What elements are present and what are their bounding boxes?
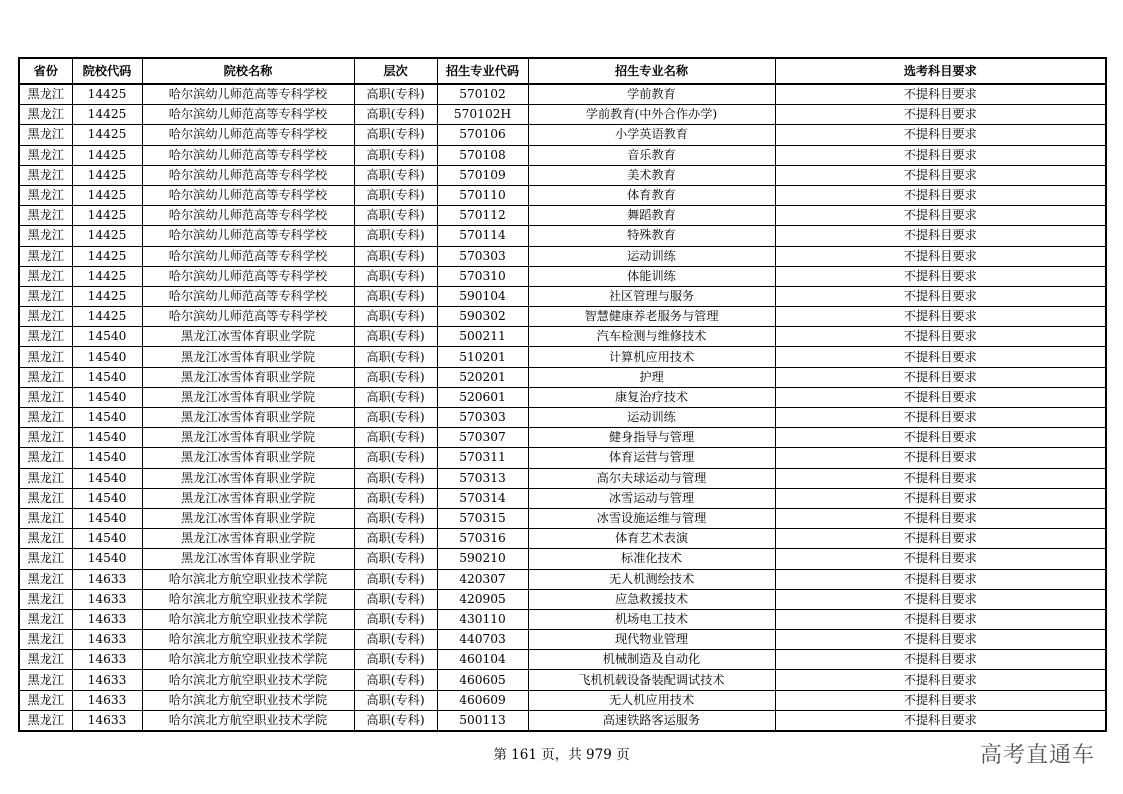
cell-major-name: 运动训练 bbox=[528, 408, 775, 428]
cell-school-name: 哈尔滨幼儿师范高等专科学校 bbox=[142, 125, 354, 145]
cell-school-name: 哈尔滨幼儿师范高等专科学校 bbox=[142, 286, 354, 306]
cell-subject-requirement: 不提科目要求 bbox=[775, 650, 1106, 670]
cell-province: 黑龙江 bbox=[19, 508, 72, 528]
cell-level: 高职(专科) bbox=[354, 286, 437, 306]
cell-province: 黑龙江 bbox=[19, 327, 72, 347]
cell-school-name: 哈尔滨幼儿师范高等专科学校 bbox=[142, 84, 354, 105]
cell-major-code: 520201 bbox=[437, 367, 528, 387]
cell-major-code: 420905 bbox=[437, 589, 528, 609]
cell-level: 高职(专科) bbox=[354, 206, 437, 226]
cell-subject-requirement: 不提科目要求 bbox=[775, 710, 1106, 731]
table-row bbox=[19, 428, 1106, 448]
cell-school-name: 哈尔滨北方航空职业技术学院 bbox=[142, 609, 354, 629]
cell-major-name: 标准化技术 bbox=[528, 549, 775, 569]
page-number: 第 161 页，共 979 页 bbox=[493, 747, 630, 763]
table-row bbox=[19, 206, 1106, 226]
cell-province: 黑龙江 bbox=[19, 145, 72, 165]
cell-level: 高职(专科) bbox=[354, 105, 437, 125]
cell-school-code: 14540 bbox=[72, 428, 142, 448]
cell-school-name: 黑龙江冰雪体育职业学院 bbox=[142, 428, 354, 448]
table-row bbox=[19, 145, 1106, 165]
table-row bbox=[19, 468, 1106, 488]
cell-major-name: 计算机应用技术 bbox=[528, 347, 775, 367]
cell-major-name: 应急救援技术 bbox=[528, 589, 775, 609]
cell-major-name: 无人机应用技术 bbox=[528, 690, 775, 710]
table-row bbox=[19, 670, 1106, 690]
cell-major-code: 570316 bbox=[437, 529, 528, 549]
cell-major-name: 冰雪设施运维与管理 bbox=[528, 508, 775, 528]
table-row bbox=[19, 286, 1106, 306]
cell-major-name: 现代物业管理 bbox=[528, 630, 775, 650]
table-row bbox=[19, 347, 1106, 367]
cell-level: 高职(专科) bbox=[354, 670, 437, 690]
cell-school-name: 哈尔滨幼儿师范高等专科学校 bbox=[142, 145, 354, 165]
cell-level: 高职(专科) bbox=[354, 165, 437, 185]
cell-major-code: 570114 bbox=[437, 226, 528, 246]
cell-subject-requirement: 不提科目要求 bbox=[775, 226, 1106, 246]
cell-major-name: 智慧健康养老服务与管理 bbox=[528, 307, 775, 327]
cell-major-name: 体育运营与管理 bbox=[528, 448, 775, 468]
cell-major-name: 体能训练 bbox=[528, 266, 775, 286]
cell-major-code: 570108 bbox=[437, 145, 528, 165]
cell-subject-requirement: 不提科目要求 bbox=[775, 609, 1106, 629]
table-row bbox=[19, 387, 1106, 407]
cell-subject-requirement: 不提科目要求 bbox=[775, 145, 1106, 165]
cell-school-name: 哈尔滨北方航空职业技术学院 bbox=[142, 569, 354, 589]
cell-level: 高职(专科) bbox=[354, 327, 437, 347]
cell-province: 黑龙江 bbox=[19, 428, 72, 448]
cell-school-code: 14540 bbox=[72, 408, 142, 428]
cell-major-name: 健身指导与管理 bbox=[528, 428, 775, 448]
cell-school-code: 14633 bbox=[72, 609, 142, 629]
cell-major-code: 460104 bbox=[437, 650, 528, 670]
cell-subject-requirement: 不提科目要求 bbox=[775, 206, 1106, 226]
cell-school-code: 14540 bbox=[72, 387, 142, 407]
cell-major-name: 小学英语教育 bbox=[528, 125, 775, 145]
table-row bbox=[19, 327, 1106, 347]
cell-level: 高职(专科) bbox=[354, 387, 437, 407]
cell-major-code: 510201 bbox=[437, 347, 528, 367]
cell-major-code: 460609 bbox=[437, 690, 528, 710]
cell-major-name: 美术教育 bbox=[528, 165, 775, 185]
cell-level: 高职(专科) bbox=[354, 408, 437, 428]
cell-subject-requirement: 不提科目要求 bbox=[775, 589, 1106, 609]
cell-major-code: 460605 bbox=[437, 670, 528, 690]
cell-school-name: 哈尔滨北方航空职业技术学院 bbox=[142, 690, 354, 710]
cell-subject-requirement: 不提科目要求 bbox=[775, 84, 1106, 105]
cell-level: 高职(专科) bbox=[354, 468, 437, 488]
cell-level: 高职(专科) bbox=[354, 307, 437, 327]
cell-school-name: 黑龙江冰雪体育职业学院 bbox=[142, 468, 354, 488]
cell-school-code: 14425 bbox=[72, 266, 142, 286]
cell-subject-requirement: 不提科目要求 bbox=[775, 327, 1106, 347]
cell-subject-requirement: 不提科目要求 bbox=[775, 387, 1106, 407]
header-subject-requirement: 选考科目要求 bbox=[775, 58, 1106, 84]
cell-major-code: 570102H bbox=[437, 105, 528, 125]
cell-school-code: 14633 bbox=[72, 630, 142, 650]
cell-subject-requirement: 不提科目要求 bbox=[775, 468, 1106, 488]
cell-province: 黑龙江 bbox=[19, 609, 72, 629]
cell-province: 黑龙江 bbox=[19, 710, 72, 731]
cell-level: 高职(专科) bbox=[354, 125, 437, 145]
cell-level: 高职(专科) bbox=[354, 246, 437, 266]
cell-major-code: 420307 bbox=[437, 569, 528, 589]
cell-province: 黑龙江 bbox=[19, 226, 72, 246]
table-row bbox=[19, 508, 1106, 528]
cell-major-code: 440703 bbox=[437, 630, 528, 650]
cell-major-name: 特殊教育 bbox=[528, 226, 775, 246]
cell-subject-requirement: 不提科目要求 bbox=[775, 307, 1106, 327]
table-row bbox=[19, 630, 1106, 650]
cell-province: 黑龙江 bbox=[19, 569, 72, 589]
cell-major-name: 体育教育 bbox=[528, 185, 775, 205]
cell-subject-requirement: 不提科目要求 bbox=[775, 508, 1106, 528]
cell-major-code: 570314 bbox=[437, 488, 528, 508]
cell-level: 高职(专科) bbox=[354, 367, 437, 387]
table-row bbox=[19, 609, 1106, 629]
cell-school-name: 黑龙江冰雪体育职业学院 bbox=[142, 488, 354, 508]
cell-major-code: 500211 bbox=[437, 327, 528, 347]
cell-major-code: 570307 bbox=[437, 428, 528, 448]
cell-major-name: 音乐教育 bbox=[528, 145, 775, 165]
table-row bbox=[19, 266, 1106, 286]
table-row bbox=[19, 488, 1106, 508]
cell-province: 黑龙江 bbox=[19, 549, 72, 569]
cell-subject-requirement: 不提科目要求 bbox=[775, 246, 1106, 266]
cell-major-code: 570310 bbox=[437, 266, 528, 286]
cell-school-name: 哈尔滨幼儿师范高等专科学校 bbox=[142, 266, 354, 286]
table-row bbox=[19, 589, 1106, 609]
cell-province: 黑龙江 bbox=[19, 307, 72, 327]
cell-province: 黑龙江 bbox=[19, 266, 72, 286]
cell-school-name: 哈尔滨幼儿师范高等专科学校 bbox=[142, 226, 354, 246]
cell-major-name: 高速铁路客运服务 bbox=[528, 710, 775, 731]
table-row bbox=[19, 710, 1106, 731]
cell-subject-requirement: 不提科目要求 bbox=[775, 266, 1106, 286]
header-major-name: 招生专业名称 bbox=[528, 58, 775, 84]
cell-subject-requirement: 不提科目要求 bbox=[775, 165, 1106, 185]
cell-major-code: 570315 bbox=[437, 508, 528, 528]
cell-school-code: 14633 bbox=[72, 710, 142, 731]
cell-major-code: 570311 bbox=[437, 448, 528, 468]
cell-major-code: 570313 bbox=[437, 468, 528, 488]
cell-province: 黑龙江 bbox=[19, 488, 72, 508]
cell-school-code: 14425 bbox=[72, 246, 142, 266]
table-row bbox=[19, 569, 1106, 589]
table-row bbox=[19, 549, 1106, 569]
cell-school-code: 14425 bbox=[72, 105, 142, 125]
cell-school-name: 哈尔滨幼儿师范高等专科学校 bbox=[142, 185, 354, 205]
cell-subject-requirement: 不提科目要求 bbox=[775, 549, 1106, 569]
cell-province: 黑龙江 bbox=[19, 468, 72, 488]
cell-major-code: 570109 bbox=[437, 165, 528, 185]
cell-province: 黑龙江 bbox=[19, 690, 72, 710]
cell-school-code: 14633 bbox=[72, 589, 142, 609]
cell-province: 黑龙江 bbox=[19, 448, 72, 468]
cell-province: 黑龙江 bbox=[19, 347, 72, 367]
cell-school-code: 14425 bbox=[72, 226, 142, 246]
cell-province: 黑龙江 bbox=[19, 185, 72, 205]
cell-level: 高职(专科) bbox=[354, 488, 437, 508]
cell-level: 高职(专科) bbox=[354, 589, 437, 609]
header-level: 层次 bbox=[354, 58, 437, 84]
cell-school-code: 14425 bbox=[72, 206, 142, 226]
cell-school-name: 黑龙江冰雪体育职业学院 bbox=[142, 408, 354, 428]
table-row bbox=[19, 307, 1106, 327]
cell-school-code: 14540 bbox=[72, 367, 142, 387]
cell-major-code: 590104 bbox=[437, 286, 528, 306]
cell-major-name: 学前教育 bbox=[528, 84, 775, 105]
table-body bbox=[19, 84, 1106, 731]
cell-level: 高职(专科) bbox=[354, 84, 437, 105]
header-row bbox=[19, 58, 1106, 84]
cell-school-code: 14540 bbox=[72, 347, 142, 367]
cell-level: 高职(专科) bbox=[354, 185, 437, 205]
header-school-name: 院校名称 bbox=[142, 58, 354, 84]
cell-major-name: 体育艺术表演 bbox=[528, 529, 775, 549]
cell-subject-requirement: 不提科目要求 bbox=[775, 286, 1106, 306]
cell-province: 黑龙江 bbox=[19, 589, 72, 609]
cell-subject-requirement: 不提科目要求 bbox=[775, 529, 1106, 549]
cell-school-code: 14425 bbox=[72, 165, 142, 185]
table-row bbox=[19, 105, 1106, 125]
table-row bbox=[19, 125, 1106, 145]
cell-school-code: 14540 bbox=[72, 468, 142, 488]
cell-school-code: 14633 bbox=[72, 650, 142, 670]
cell-major-code: 570303 bbox=[437, 246, 528, 266]
cell-major-name: 无人机测绘技术 bbox=[528, 569, 775, 589]
cell-subject-requirement: 不提科目要求 bbox=[775, 428, 1106, 448]
cell-major-name: 护理 bbox=[528, 367, 775, 387]
cell-school-name: 黑龙江冰雪体育职业学院 bbox=[142, 529, 354, 549]
table-row bbox=[19, 408, 1106, 428]
cell-province: 黑龙江 bbox=[19, 670, 72, 690]
cell-school-code: 14425 bbox=[72, 185, 142, 205]
cell-province: 黑龙江 bbox=[19, 408, 72, 428]
cell-school-code: 14540 bbox=[72, 448, 142, 468]
cell-level: 高职(专科) bbox=[354, 710, 437, 731]
cell-major-code: 570102 bbox=[437, 84, 528, 105]
cell-province: 黑龙江 bbox=[19, 630, 72, 650]
cell-school-name: 哈尔滨幼儿师范高等专科学校 bbox=[142, 307, 354, 327]
cell-school-name: 哈尔滨北方航空职业技术学院 bbox=[142, 630, 354, 650]
cell-level: 高职(专科) bbox=[354, 508, 437, 528]
cell-province: 黑龙江 bbox=[19, 286, 72, 306]
cell-level: 高职(专科) bbox=[354, 650, 437, 670]
cell-level: 高职(专科) bbox=[354, 549, 437, 569]
table-row bbox=[19, 690, 1106, 710]
cell-school-code: 14425 bbox=[72, 84, 142, 105]
cell-subject-requirement: 不提科目要求 bbox=[775, 690, 1106, 710]
cell-level: 高职(专科) bbox=[354, 609, 437, 629]
cell-school-code: 14540 bbox=[72, 488, 142, 508]
cell-subject-requirement: 不提科目要求 bbox=[775, 367, 1106, 387]
cell-school-code: 14425 bbox=[72, 145, 142, 165]
cell-major-name: 康复治疗技术 bbox=[528, 387, 775, 407]
cell-level: 高职(专科) bbox=[354, 690, 437, 710]
cell-school-code: 14425 bbox=[72, 307, 142, 327]
cell-major-code: 590210 bbox=[437, 549, 528, 569]
cell-school-name: 哈尔滨北方航空职业技术学院 bbox=[142, 710, 354, 731]
cell-school-name: 哈尔滨幼儿师范高等专科学校 bbox=[142, 165, 354, 185]
cell-province: 黑龙江 bbox=[19, 165, 72, 185]
cell-school-code: 14633 bbox=[72, 670, 142, 690]
cell-subject-requirement: 不提科目要求 bbox=[775, 408, 1106, 428]
cell-major-code: 570112 bbox=[437, 206, 528, 226]
cell-major-name: 机械制造及自动化 bbox=[528, 650, 775, 670]
cell-school-name: 黑龙江冰雪体育职业学院 bbox=[142, 508, 354, 528]
cell-subject-requirement: 不提科目要求 bbox=[775, 488, 1106, 508]
cell-province: 黑龙江 bbox=[19, 125, 72, 145]
table-row bbox=[19, 185, 1106, 205]
cell-major-name: 汽车检测与维修技术 bbox=[528, 327, 775, 347]
cell-level: 高职(专科) bbox=[354, 226, 437, 246]
cell-school-name: 哈尔滨北方航空职业技术学院 bbox=[142, 650, 354, 670]
cell-major-code: 520601 bbox=[437, 387, 528, 407]
cell-major-name: 学前教育(中外合作办学) bbox=[528, 105, 775, 125]
cell-province: 黑龙江 bbox=[19, 246, 72, 266]
cell-province: 黑龙江 bbox=[19, 105, 72, 125]
cell-major-code: 570110 bbox=[437, 185, 528, 205]
cell-province: 黑龙江 bbox=[19, 529, 72, 549]
cell-province: 黑龙江 bbox=[19, 367, 72, 387]
cell-subject-requirement: 不提科目要求 bbox=[775, 670, 1106, 690]
cell-school-name: 哈尔滨北方航空职业技术学院 bbox=[142, 589, 354, 609]
table-row bbox=[19, 367, 1106, 387]
table-row bbox=[19, 529, 1106, 549]
cell-school-name: 黑龙江冰雪体育职业学院 bbox=[142, 549, 354, 569]
table-row bbox=[19, 165, 1106, 185]
table-row bbox=[19, 448, 1106, 468]
cell-major-code: 590302 bbox=[437, 307, 528, 327]
cell-level: 高职(专科) bbox=[354, 266, 437, 286]
cell-major-name: 社区管理与服务 bbox=[528, 286, 775, 306]
header-province: 省份 bbox=[19, 58, 72, 84]
cell-school-code: 14540 bbox=[72, 508, 142, 528]
cell-school-name: 哈尔滨幼儿师范高等专科学校 bbox=[142, 206, 354, 226]
cell-level: 高职(专科) bbox=[354, 630, 437, 650]
cell-level: 高职(专科) bbox=[354, 428, 437, 448]
cell-school-name: 哈尔滨幼儿师范高等专科学校 bbox=[142, 246, 354, 266]
cell-province: 黑龙江 bbox=[19, 84, 72, 105]
cell-school-name: 黑龙江冰雪体育职业学院 bbox=[142, 387, 354, 407]
cell-major-name: 冰雪运动与管理 bbox=[528, 488, 775, 508]
table-row bbox=[19, 246, 1106, 266]
cell-school-code: 14540 bbox=[72, 529, 142, 549]
cell-major-code: 570303 bbox=[437, 408, 528, 428]
cell-province: 黑龙江 bbox=[19, 387, 72, 407]
cell-subject-requirement: 不提科目要求 bbox=[775, 105, 1106, 125]
cell-major-name: 飞机机载设备装配调试技术 bbox=[528, 670, 775, 690]
cell-school-name: 哈尔滨北方航空职业技术学院 bbox=[142, 670, 354, 690]
cell-subject-requirement: 不提科目要求 bbox=[775, 448, 1106, 468]
document-sheet bbox=[18, 57, 1105, 732]
cell-level: 高职(专科) bbox=[354, 448, 437, 468]
cell-school-code: 14540 bbox=[72, 327, 142, 347]
table-row bbox=[19, 226, 1106, 246]
cell-level: 高职(专科) bbox=[354, 145, 437, 165]
cell-major-name: 运动训练 bbox=[528, 246, 775, 266]
cell-school-name: 黑龙江冰雪体育职业学院 bbox=[142, 347, 354, 367]
cell-major-code: 570106 bbox=[437, 125, 528, 145]
cell-subject-requirement: 不提科目要求 bbox=[775, 185, 1106, 205]
table-row bbox=[19, 84, 1106, 105]
cell-subject-requirement: 不提科目要求 bbox=[775, 569, 1106, 589]
cell-subject-requirement: 不提科目要求 bbox=[775, 630, 1106, 650]
cell-school-name: 黑龙江冰雪体育职业学院 bbox=[142, 367, 354, 387]
cell-school-code: 14425 bbox=[72, 125, 142, 145]
cell-major-code: 430110 bbox=[437, 609, 528, 629]
cell-province: 黑龙江 bbox=[19, 650, 72, 670]
cell-school-code: 14633 bbox=[72, 569, 142, 589]
cell-major-name: 机场电工技术 bbox=[528, 609, 775, 629]
cell-school-code: 14633 bbox=[72, 690, 142, 710]
header-school-code: 院校代码 bbox=[72, 58, 142, 84]
header-major-code: 招生专业代码 bbox=[437, 58, 528, 84]
cell-subject-requirement: 不提科目要求 bbox=[775, 347, 1106, 367]
admissions-table bbox=[18, 57, 1107, 732]
cell-level: 高职(专科) bbox=[354, 569, 437, 589]
cell-level: 高职(专科) bbox=[354, 529, 437, 549]
cell-province: 黑龙江 bbox=[19, 206, 72, 226]
cell-major-name: 高尔夫球运动与管理 bbox=[528, 468, 775, 488]
cell-major-name: 舞蹈教育 bbox=[528, 206, 775, 226]
cell-level: 高职(专科) bbox=[354, 347, 437, 367]
cell-school-code: 14425 bbox=[72, 286, 142, 306]
cell-school-code: 14540 bbox=[72, 549, 142, 569]
cell-school-name: 黑龙江冰雪体育职业学院 bbox=[142, 327, 354, 347]
table-header bbox=[19, 58, 1106, 84]
table-row bbox=[19, 650, 1106, 670]
cell-school-name: 黑龙江冰雪体育职业学院 bbox=[142, 448, 354, 468]
cell-major-code: 500113 bbox=[437, 710, 528, 731]
cell-school-name: 哈尔滨幼儿师范高等专科学校 bbox=[142, 105, 354, 125]
cell-subject-requirement: 不提科目要求 bbox=[775, 125, 1106, 145]
watermark-logo: 高考直通车 bbox=[979, 743, 1095, 768]
